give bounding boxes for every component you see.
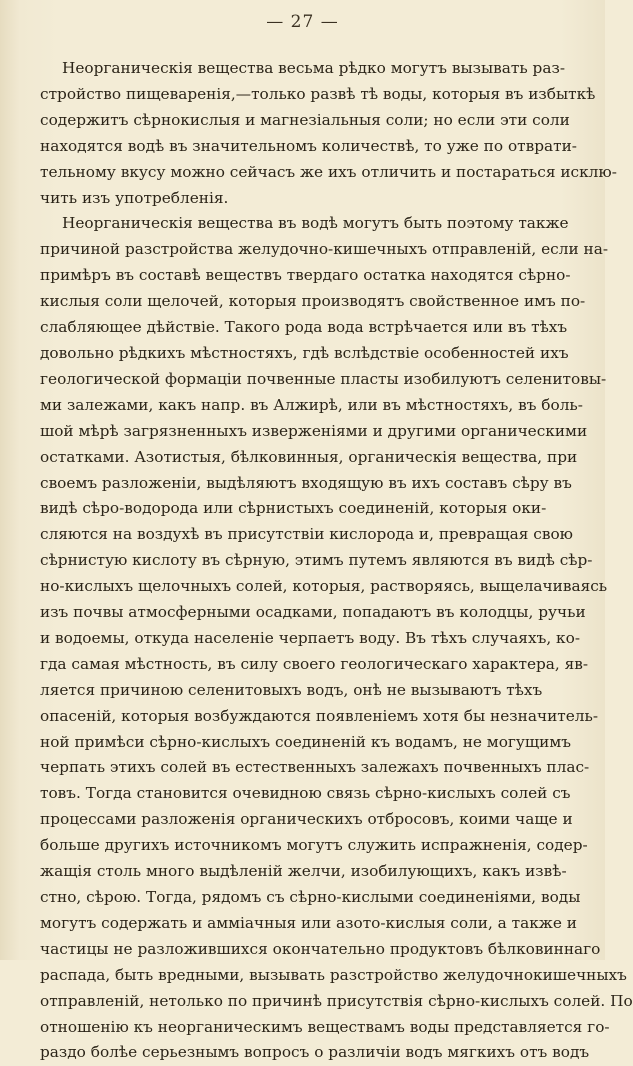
text-line: тельному вкусу можно сейчасъ же ихъ отличить и постараться исклю- [40,162,617,181]
text-line: гда самая мѣстность, въ силу своего геологическаго характера, яв- [40,654,589,673]
text-line: сляются на воздухѣ въ присутствіи кислорода и, превращая свою [40,525,573,544]
text-line: процессами разложенія органическихъ отбросовъ, коими чаще и [40,810,573,829]
text-line: ляется причиною селенитовыхъ водъ, онѣ не вызываютъ тѣхъ [40,680,543,699]
text-line: ми залежами, какъ напр. въ Алжирѣ, или въ мѣстностяхъ, въ боль- [40,395,583,414]
text-line: и водоемы, откуда населеніе черпаетъ воду. Въ тѣхъ случаяхъ, ко- [40,628,580,647]
text-line: кислыя соли щелочей, которыя производятъ свойственное имъ по- [40,292,586,311]
text-line: стно, сѣрою. Тогда, рядомъ съ сѣрно-кислыми соединеніями, воды [40,888,581,906]
text-line: чить изъ употребленія. [40,188,229,207]
text-line: довольно рѣдкихъ мѣстностяхъ, гдѣ вслѣдствіе особенностей ихъ [40,343,569,362]
text-line: шой мѣрѣ загрязненныхъ изверженіями и другими органическими [40,421,588,440]
text-line: отправленій, нетолько по причинѣ присутствія сѣрно-кислыхъ солей. По [40,991,633,1010]
text-line: содержитъ сѣрнокислыя и магнезіальныя соли; но если эти соли [40,110,570,129]
text-line: остатками. Азотистыя, бѣлковинныя, органическія вещества, при [40,447,578,466]
text-line: больше другихъ источникомъ могутъ служить испражненія, содер- [40,836,588,855]
text-line: товъ. Тогда становится очевидною связь сѣрно-кислыхъ солей съ [40,784,571,803]
body-text [40,56,633,1066]
text-line: стройство пищеваренія,—только развѣ тѣ воды, которыя въ избыткѣ [40,84,596,103]
paragraph [40,211,633,1066]
text-line: видѣ сѣро-водорода или сѣрнистыхъ соединеній, которыя оки- [40,499,547,518]
text-line: жащія столь много выдѣленій желчи, изобилующихъ, какъ извѣ- [40,862,567,881]
text-line: причиной разстройства желудочно-кишечныхъ отправленій, если на- [40,240,609,259]
text-line: изъ почвы атмосферными осадками, попадаютъ въ колодцы, ручьи [40,603,586,622]
text-line: черпать этихъ солей въ естественныхъ залежахъ почвенныхъ плас- [40,758,590,777]
text-line: Неорганическія вещества въ водѣ могутъ быть поэтому также [62,214,569,233]
text-line: ной примѣси сѣрно-кислыхъ соединеній къ водамъ, не могущимъ [40,732,571,751]
text-line: отношенію къ неорганическимъ веществамъ воды представляется го- [40,1017,610,1036]
text-line: частицы не разложившихся окончательно продуктовъ бѣлковиннаго [40,939,601,958]
text-line: опасеній, которыя возбуждаются появленіемъ хотя бы незначитель- [40,706,598,725]
text-line: могутъ содержать и амміачныя или азото-кислыя соли, а также и [40,913,577,932]
text-line: находятся водѣ въ значительномъ количествѣ, то уже по отврати- [40,136,577,155]
text-line: примѣръ въ составѣ веществъ твердаго остатка находятся сѣрно- [40,266,571,285]
text-line: распада, быть вредными, вызывать разстройство желудочнокишечныхъ [40,965,627,984]
text-line: своемъ разложеніи, выдѣляютъ входящую въ ихъ составъ сѣру въ [40,473,572,492]
text-line: Неорганическія вещества весьма рѣдко могутъ вызывать раз- [62,59,565,77]
text-line: но-кислыхъ щелочныхъ солей, которыя, растворяясь, выщелачиваясь [40,577,608,596]
text-line: раздо болѣе серьезнымъ вопросъ о различіи водъ мягкихъ отъ водъ [40,1043,590,1062]
text-line: сѣрнистую кислоту въ сѣрную, этимъ путемъ являются въ видѣ сѣр- [40,551,593,570]
text-line: слабляющее дѣйствіе. Такого рода вода встрѣчается или въ тѣхъ [40,318,568,337]
text-line: геологической формаціи почвенные пласты изобилуютъ селенитовы- [40,369,607,388]
page-number-header: — 27 — [266,12,339,32]
paragraph [40,56,617,211]
